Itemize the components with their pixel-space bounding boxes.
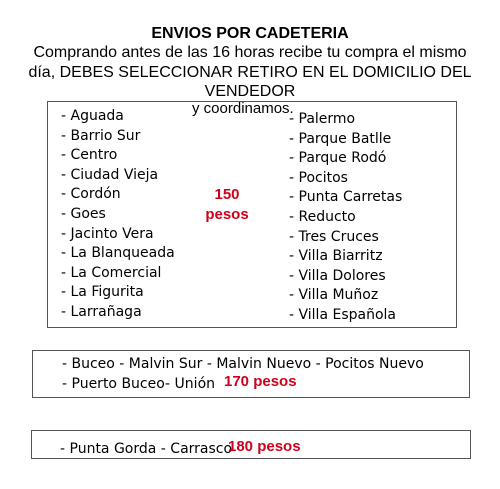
subtitle-line-2: día, DEBES SELECCIONAR RETIRO EN EL DOMICILIO DEL — [28, 64, 472, 81]
neighborhood-item: - La Blanqueada — [61, 245, 175, 262]
neighborhood-item: - Cordón — [61, 186, 121, 203]
neighborhood-item: - Villa Dolores — [289, 267, 386, 284]
zone-180-price: 180 pesos — [228, 438, 301, 455]
neighborhood-item: - Pocitos — [289, 169, 348, 186]
neighborhood-item: - Palermo — [289, 111, 356, 127]
neighborhood-item: - Villa Biarritz — [289, 248, 383, 265]
neighborhood-item: - Parque Rodó — [289, 150, 387, 167]
neighborhood-item: - Villa Muñoz — [289, 287, 379, 304]
subtitle-line-1: Comprando antes de las 16 horas recibe tu compra el mismo — [33, 44, 467, 61]
zone-170-line-2: - Puerto Buceo- Unión — [62, 376, 216, 392]
neighborhood-item: - Parque Batlle — [289, 130, 392, 147]
zone-150-left-list — [61, 107, 175, 323]
neighborhood-item: - Larrañaga — [61, 303, 142, 320]
subtitle-line-3: VENDEDOR — [204, 83, 296, 100]
neighborhood-item: - La Figurita — [61, 284, 144, 301]
neighborhood-item: - Reducto — [289, 208, 356, 225]
zone-180-line: - Punta Gorda - Carrasco — [60, 441, 233, 457]
neighborhood-item: - Barrio Sur — [61, 127, 141, 144]
zone-150-price-amount: 150 — [214, 186, 240, 203]
neighborhood-item: - Punta Carretas — [289, 189, 403, 206]
neighborhood-item: - La Comercial — [61, 264, 162, 281]
subtitle-line-4: y coordinamos. — [192, 100, 294, 117]
neighborhood-item: - Villa Española — [289, 306, 396, 323]
neighborhood-item: - Centro — [61, 147, 118, 164]
zone-170-price: 170 pesos — [224, 373, 297, 390]
neighborhood-item: - Tres Cruces — [289, 228, 379, 245]
zone-150-right-list — [289, 110, 402, 326]
neighborhood-item: - Jacinto Vera — [61, 225, 154, 242]
page-title: ENVIOS POR CADETERIA — [151, 25, 349, 42]
zone-150-price-unit: pesos — [205, 206, 249, 223]
zone-170-line-1: - Buceo - Malvin Sur - Malvin Nuevo - Pocitos Nuevo — [62, 356, 424, 372]
neighborhood-item: - Aguada — [61, 108, 124, 124]
neighborhood-item: - Goes — [61, 205, 106, 222]
neighborhood-item: - Ciudad Vieja — [61, 166, 159, 183]
